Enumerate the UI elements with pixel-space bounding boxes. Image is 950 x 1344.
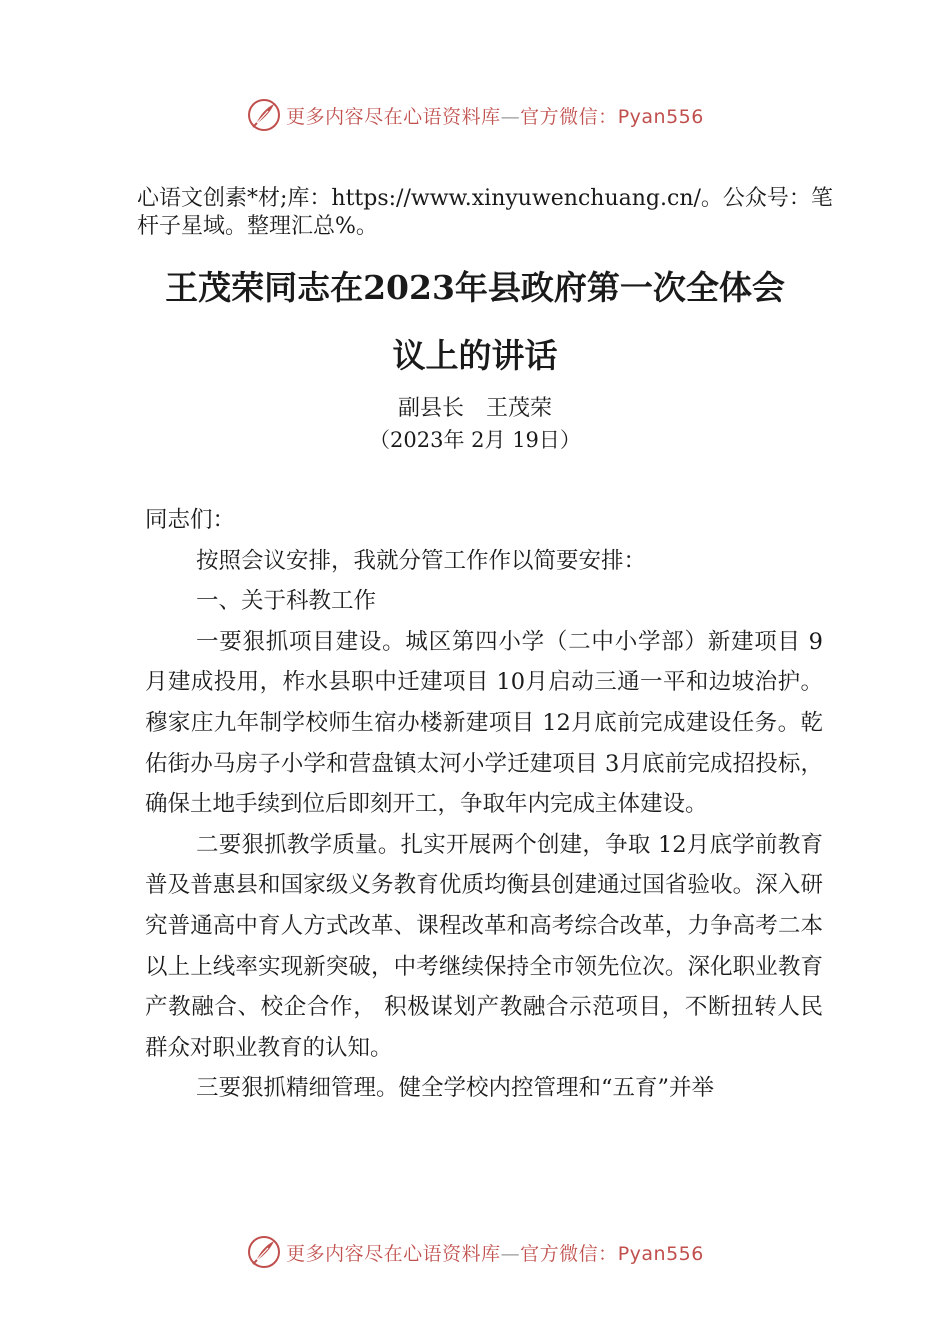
pen-feather-logo-icon	[246, 97, 282, 133]
banner-label: 官方微信：	[520, 1242, 618, 1265]
speech-date: （2023年 2月 19日）	[369, 428, 581, 452]
banner-handle: Pyan556	[617, 105, 704, 128]
paragraph: 二要狠抓教学质量。扎实开展两个创建，争取 12月底学前教育普及普惠县和国家级义务教育优质均衡县创建通过国省验收。深入研究普通高中育人方式改革、课程改革和高考综合改革，力争高考二本以上上线率实现新突破，中考继续保持全市领先位次。深化职业教育产教融合、校企合作， 积极谋划产教融合示范项目，不断扭转人民群众对职业教育的认知。	[145, 831, 823, 1061]
author: 副县长 王茂荣	[397, 396, 552, 421]
banner-promo: 更多内容尽在心语资料库	[286, 1242, 501, 1265]
source-note: 心语文创素*材;库：https://www.xinyuwenchuang.cn/。公众号：笔杆子星域。整理汇总%。	[137, 186, 833, 239]
paragraph: 一要狠抓项目建设。城区第四小学（二中小学部）新建项目 9月建成投用，柞水县职中迁建项目 10月启动三通一平和边坡治护。穆家庄九年制学校师生宿办楼新建项目 12月底前完成建设任务。乾佑街办马房子小学和营盘镇太河小学迁建项目 3月底前完成招投标，确保土地手续到位后即刻开工，争取年内完成主体建设。	[145, 628, 823, 818]
banner-promo: 更多内容尽在心语资料库	[286, 105, 501, 128]
title-line-1: 王茂荣同志在2023年县政府第一次全体会	[165, 268, 785, 307]
banner-label: 官方微信：	[520, 105, 618, 128]
paragraph: 三要狠抓精细管理。健全学校内控管理和“五育”并举	[196, 1075, 715, 1102]
header-banner	[0, 95, 950, 135]
speech-body	[145, 500, 823, 1109]
banner-text	[286, 102, 704, 129]
salutation: 同志们：	[145, 507, 236, 533]
banner-separator: —	[500, 105, 521, 128]
title-line-2: 议上的讲话	[392, 336, 558, 375]
banner-text	[286, 1239, 704, 1266]
banner-separator: —	[500, 1242, 521, 1265]
banner-handle: Pyan556	[617, 1242, 704, 1265]
footer-banner	[0, 1232, 950, 1272]
pen-feather-logo-icon	[246, 1234, 282, 1270]
paragraph: 按照会议安排，我就分管工作作以简要安排：	[196, 547, 647, 574]
section-heading: 一、关于科教工作	[196, 588, 377, 615]
